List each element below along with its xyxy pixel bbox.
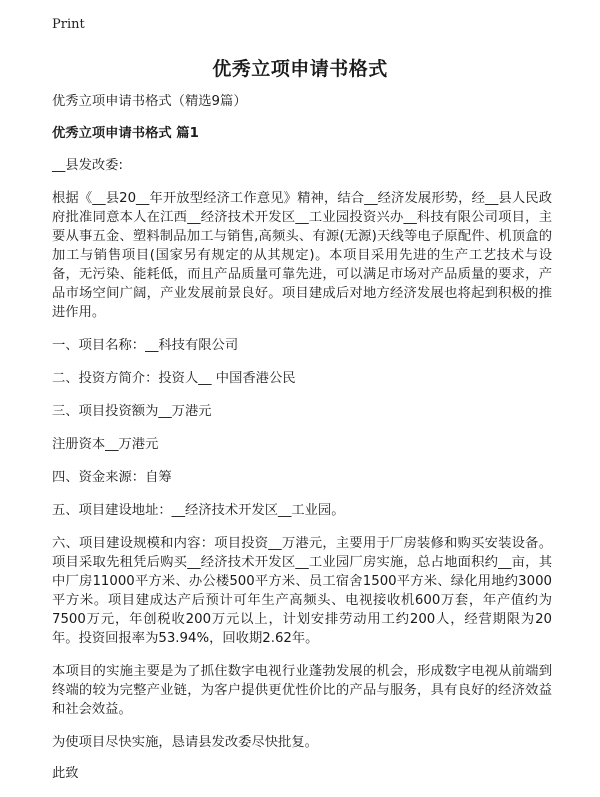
item-funding-source: 四、资金来源：自筹 — [52, 470, 172, 485]
closing-text: 此致 — [52, 766, 79, 781]
document-body — [52, 92, 552, 797]
document-subtitle: 优秀立项申请书格式（精选9篇） — [52, 94, 247, 109]
registered-capital: 注册资本__万港元 — [52, 437, 159, 452]
item-investment-amount: 三、项目投资额为__万港元 — [52, 404, 212, 419]
intro-paragraph: 根据《__县20__年开放型经济工作意见》精神，结合__经济发展形势，经__县人民政府批准同意本人在江西__经济技术开发区__工业园投资兴办__科技有限公司项目，主要从事五金、塑料制品加工与销售,高频头、有源(无源)天线等电子原配件、机顶盒的加工与销售项目(国家另有规定的从其规定)。本项目采用先进的生产工艺技术与设备，无污染、能耗低，而且产品质量可靠先进，可以满足市场对产品质量的要求，产品市场空间广阔，产业发展前景良好。项目建成后对地方经济发展也将起到积极的推进作用。 — [52, 191, 552, 320]
item-project-name: 一、项目名称：__科技有限公司 — [52, 338, 239, 353]
salutation: __县发改委: — [52, 158, 123, 173]
item-construction-address: 五、项目建设地址：__经济技术开发区__工业园。 — [52, 503, 345, 518]
item-investor-profile: 二、投资方简介：投资人__ 中国香港公民 — [52, 371, 296, 386]
document-title: 优秀立项申请书格式 — [212, 58, 388, 80]
item-construction-scale: 六、项目建设规模和内容：项目投资__万港元，主要用于厂房装修和购买安装设备。项目采取先租凭后购买__经济技术开发区__工业园厂房实施，总占地面积约__亩，其中厂房11000平方米、办公楼500平方米、员工宿舍1500平方米、绿化用地约3000平方米。项目建成达产后预计可年生产高频头、电视接收机600万套，年产值约为7500万元，年创税收200万元以上，计划安排劳动用工约200人，经营期限为20年。投资回报率为53.94%，回收期2.62年。 — [52, 536, 552, 646]
print-link[interactable]: Print — [52, 17, 85, 32]
conclusion-paragraph: 本项目的实施主要是为了抓住数字电视行业蓬勃发展的机会，形成数字电视从前端到终端的较为完整产业链，为客户提供更优性价比的产品与服务，具有良好的经济效益和社会效益。 — [52, 664, 552, 717]
request-paragraph: 为使项目尽快实施，恳请县发改委尽快批复。 — [52, 735, 318, 750]
section-heading: 优秀立项申请书格式 篇1 — [52, 126, 199, 141]
